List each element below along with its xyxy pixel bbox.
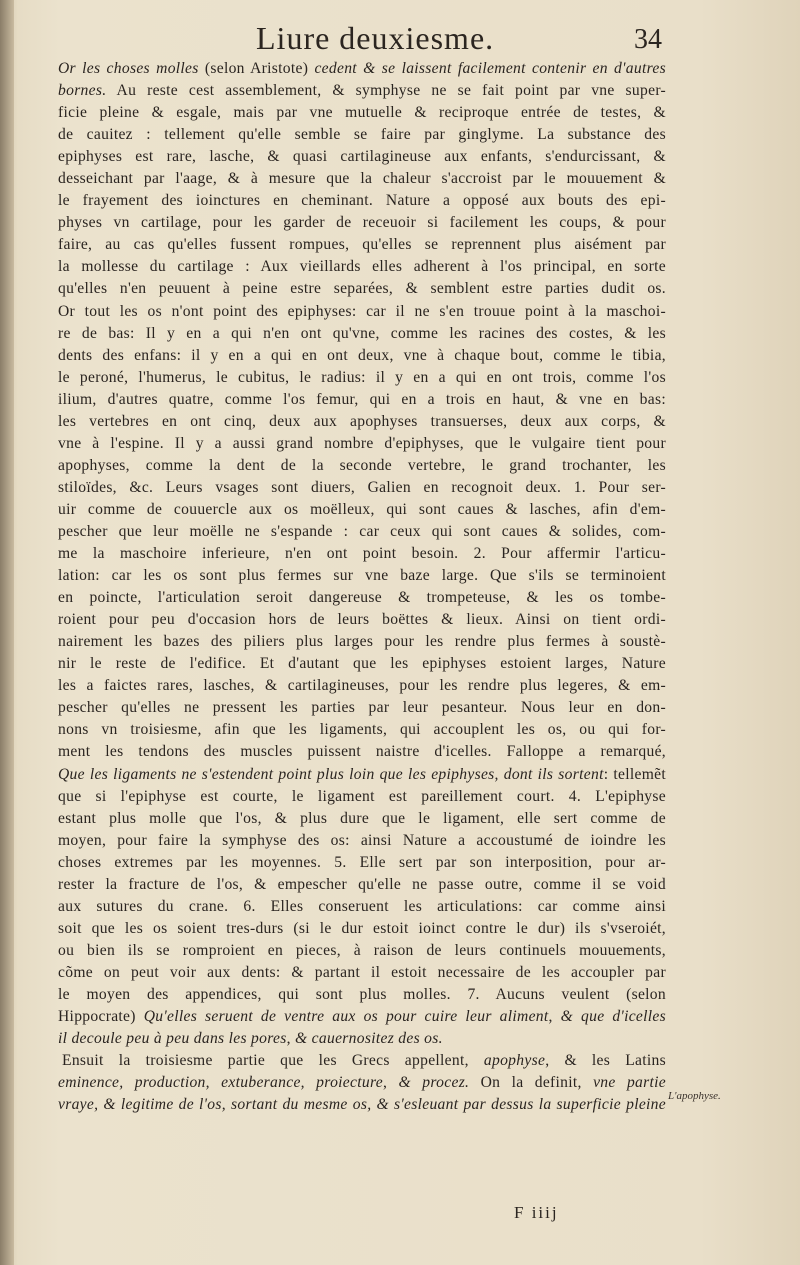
italic-text: Que les ligaments ne s'estendent point plus loin que les epiphyses, dont ils sortent	[58, 765, 604, 783]
text-run: dents des enfans: il y en a qui en ont deux, vne à chaque bout, comme le tibia,	[58, 346, 666, 364]
text-run: ment les tendons des muscles puissent naistre d'icelles. Falloppe a remarqué,	[58, 743, 666, 761]
italic-text: vne partie	[593, 1074, 666, 1092]
text-run: le frayement des ioinctures en cheminant. Nature a opposé aux bouts des epi-	[58, 192, 666, 210]
text-run: : tellemẽt	[603, 765, 666, 783]
text-run: epiphyses est rare, lasche, & quasi cartilagineuse aux enfants, s'endurcissant, &	[58, 148, 666, 166]
text-run: On la definit,	[469, 1074, 594, 1092]
margin-note: L'apophyse.	[668, 1090, 721, 1102]
text-run: apophyses, comme la dent de la seconde vertebre, le grand trochanter, les	[58, 456, 666, 474]
text-run: desseichant par l'aage, & à mesure que la chaleur s'accroist par le mouuement &	[58, 170, 666, 188]
text-run: (selon Aristote)	[198, 60, 315, 77]
text-line	[58, 719, 666, 741]
text-line	[58, 124, 666, 146]
italic-text: eminence, production, extuberance, proiecture	[58, 1074, 383, 1092]
text-run: ficie pleine & esgale, mais par vne mutuelle & reciproque entrée de testes, &	[58, 104, 666, 122]
text-line	[58, 984, 666, 1006]
text-run: , & les Latins	[545, 1052, 666, 1070]
text-run: ,	[548, 1008, 561, 1026]
text-run: soit que les os soient tres-durs (si le dur estoit ioinct contre le dur) ils s'vseroiét,	[58, 919, 666, 937]
text-line	[58, 565, 666, 587]
text-run: Or tout les os n'ont point des epiphyses: car il ne s'en trouue point à la maschoi-	[58, 302, 666, 320]
italic-text: & cauernositez des os.	[295, 1030, 443, 1048]
italic-text: & procez.	[398, 1074, 470, 1092]
text-line	[58, 389, 666, 411]
text-run: qu'elles n'en peuuent à peine estre separées, & semblent estre parties dudit os.	[58, 280, 666, 298]
text-run: la mollesse du cartilage : Aux vieillards elles adherent à l'os principal, en sorte	[58, 258, 666, 276]
italic-text: & que d'icelles	[560, 1008, 666, 1026]
text-run: pescher que leur moëlle ne s'espande : car ceux qui sont caues & solides, com-	[58, 522, 666, 540]
text-line	[58, 521, 666, 543]
text-run: vne à l'espine. Il y a aussi grand nombre d'epiphyses, que le vulgaire tient pour	[58, 434, 666, 452]
text-line	[58, 543, 666, 565]
text-line	[58, 764, 666, 786]
text-run: choses extremes par les moyennes. 5. Elle sert par son interposition, pour ar-	[58, 853, 666, 871]
text-run: faire, au cas qu'elles fussent rompues, qu'elles se reprennent plus aisément par	[58, 236, 666, 254]
text-run: Hippocrate)	[58, 1008, 144, 1026]
text-line	[58, 918, 666, 940]
italic-text: bornes.	[58, 82, 107, 100]
text-line	[58, 808, 666, 830]
text-line	[58, 58, 666, 80]
text-line	[58, 102, 666, 124]
text-line	[58, 830, 666, 852]
text-run: estant plus molle que l'os, & plus dure que le ligament, elle sert comme de	[58, 809, 666, 827]
text-run: nairement les bazes des piliers plus larges pour les rendre plus fermes à soustè-	[58, 633, 666, 651]
text-line	[58, 234, 666, 256]
text-run: pescher qu'elles ne pressent les parties par leur pesanteur. Nous leur en don-	[58, 699, 666, 717]
text-line	[58, 609, 666, 631]
text-line	[58, 1006, 666, 1028]
text-run: les vertebres en ont cinq, deux aux apophyses transuerses, deux aux corps, &	[58, 412, 666, 430]
text-run: ,	[286, 1030, 296, 1048]
text-line	[58, 962, 666, 984]
text-run: que si l'epiphyse est courte, le ligament est pareillement court. 4. L'epiphyse	[58, 787, 666, 805]
text-run: stiloïdes, &c. Leurs vsages sont diuers, Galien en recognoit deux. 1. Pour ser-	[58, 478, 666, 496]
text-line	[58, 940, 666, 962]
text-line	[58, 896, 666, 918]
text-run: le moyen des appendices, qui sont plus molles. 7. Aucuns veulent (selon	[58, 985, 666, 1003]
italic-text: cedent & se laissent facilement contenir en d'autres	[314, 60, 666, 77]
text-run: physes vn cartilage, pour les garder de receuoir si facilement les coups, & pour	[58, 214, 666, 232]
text-line	[58, 852, 666, 874]
text-line	[58, 697, 666, 719]
text-line	[58, 323, 666, 345]
text-line	[58, 1094, 666, 1116]
text-line	[58, 411, 666, 433]
running-title: Liure deuxiesme.	[256, 20, 495, 56]
text-run: ou bien ils se romproient en pieces, à raison de leurs continuels mouuements,	[58, 941, 666, 959]
text-line	[58, 146, 666, 168]
italic-text: apophyse	[483, 1052, 546, 1070]
text-run: ,	[382, 1074, 399, 1092]
text-run: moyen, pour faire la symphyse des os: ainsi Nature a accoustumé de ioindre les	[58, 831, 666, 849]
text-line	[58, 1050, 666, 1072]
text-run: rester la fracture de l'os, & empescher qu'elle ne passe outre, comme il se void	[58, 875, 666, 893]
text-run: ilium, d'autres quatre, comme l'os femur, qui en a trois en haut, & vne en bas:	[58, 390, 666, 408]
text-line	[58, 278, 666, 300]
text-line	[58, 675, 666, 697]
text-line	[58, 1028, 666, 1050]
text-line	[58, 168, 666, 190]
running-head	[0, 14, 800, 54]
text-line	[58, 499, 666, 521]
italic-text: vraye, & legitime de l'os, sortant du mesme os, & s'esleuant par dessus la superficie pleine	[58, 1096, 666, 1114]
text-line	[58, 80, 666, 102]
text-line	[58, 345, 666, 367]
text-line	[58, 477, 666, 499]
text-line	[58, 741, 666, 763]
text-run: me la maschoire inferieure, n'en ont point besoin. 2. Pour affermir l'articu-	[58, 545, 666, 563]
text-run: Ensuit la troisiesme partie que les Grecs appellent,	[62, 1052, 484, 1070]
text-line	[58, 256, 666, 278]
text-run: aux sutures du crane. 6. Elles conseruent les articulations: car comme ainsi	[58, 897, 666, 915]
text-line	[58, 874, 666, 896]
text-line	[58, 653, 666, 675]
text-run: Au reste cest assemblement, & symphyse ne se fait point par vne super-	[106, 82, 666, 100]
text-line	[58, 190, 666, 212]
italic-text: Or les choses molles	[58, 60, 199, 77]
text-line	[58, 212, 666, 234]
text-run: lation: car les os sont plus fermes sur vne baze large. Que s'ils se terminoient	[58, 567, 666, 585]
text-line	[58, 1072, 666, 1094]
text-run: le peroné, l'humerus, le cubitus, le radius: il y en a qui en ont trois, comme l'os	[58, 368, 666, 386]
text-run: uir comme de couuercle aux os moëlleux, qui sont caues & lasches, afin d'em-	[58, 500, 666, 518]
text-run: de cauitez : tellement qu'elle semble se faire par ginglyme. La substance des	[58, 126, 666, 144]
text-line	[58, 631, 666, 653]
text-run: les a faictes rares, lasches, & cartilagineuses, pour les rendre plus legeres, & em-	[58, 677, 666, 695]
italic-text: Qu'elles seruent de ventre aux os pour cuire leur aliment	[143, 1008, 549, 1026]
text-run: re de bas: Il y en a qui n'en ont qu'vne, comme les racines des costes, & les	[58, 324, 666, 342]
text-line	[58, 433, 666, 455]
text-run: roient pour peu d'occasion hors de leurs boëttes & lieux. Ainsi on tient ordi-	[58, 611, 666, 629]
text-run: cõme on peut voir aux dents: & partant il estoit necessaire de les accoupler par	[58, 963, 666, 981]
text-line	[58, 587, 666, 609]
text-line	[58, 301, 666, 323]
text-line	[58, 455, 666, 477]
main-text	[58, 58, 666, 1116]
signature-mark: F iiij	[514, 1203, 559, 1222]
binding-gutter	[0, 0, 14, 1265]
text-run: en poincte, l'articulation seroit dangereuse & trompeteuse, & les os tombe-	[58, 589, 666, 607]
text-run: nir le reste de l'edifice. Et d'autant que les epiphyses estoient larges, Nature	[58, 655, 666, 673]
text-run: nons vn troisiesme, afin que les ligaments, qui accouplent les os, ou qui for-	[58, 721, 666, 739]
page-number: 34	[634, 24, 662, 55]
italic-text: il decoule peu à peu dans les pores	[58, 1030, 287, 1048]
text-line	[58, 786, 666, 808]
text-line	[58, 367, 666, 389]
